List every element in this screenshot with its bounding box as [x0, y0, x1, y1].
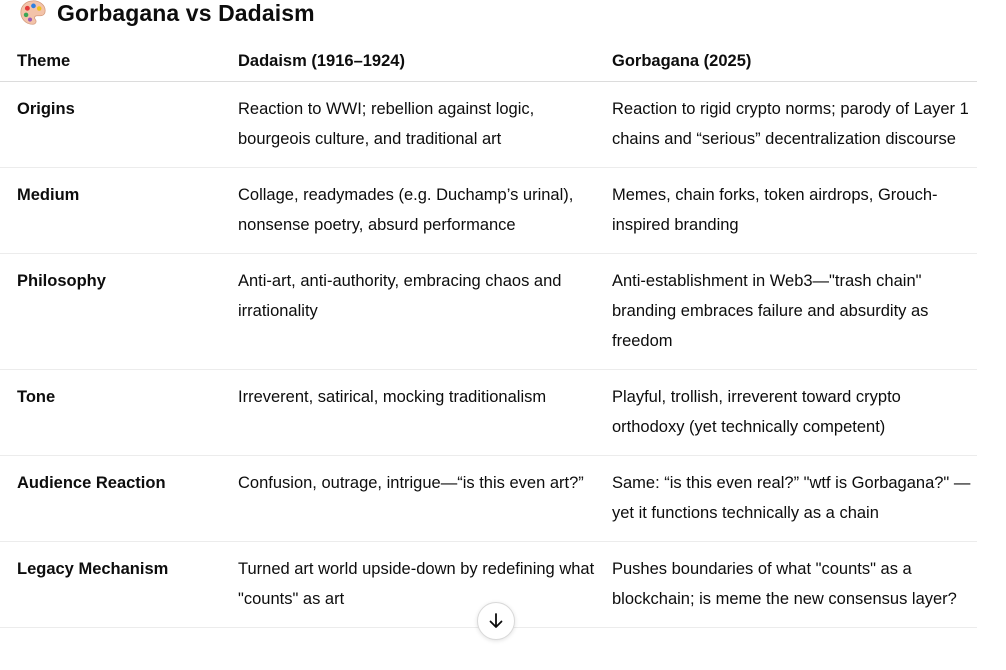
arrow-down-icon	[486, 611, 506, 631]
dadaism-cell: Reaction to WWI; rebellion against logic, bourgeois culture, and traditional art	[221, 82, 595, 168]
gorbagana-cell: Anti-establishment in Web3—"trash chain" branding embraces failure and absurdity as freedom	[595, 254, 977, 370]
row-theme-cell: Medium	[0, 168, 221, 254]
gorbagana-cell: Pushes boundaries of what "counts" as a blockchain; is meme the new consensus layer?	[595, 542, 977, 628]
row-theme-cell: Origins	[0, 82, 221, 168]
comparison-table	[0, 41, 977, 628]
scroll-to-bottom-button[interactable]	[477, 602, 515, 640]
dadaism-cell: Irreverent, satirical, mocking traditionalism	[221, 370, 595, 456]
dadaism-cell: Collage, readymades (e.g. Duchamp’s urinal), nonsense poetry, absurd performance	[221, 168, 595, 254]
dadaism-cell: Turned art world upside-down by redefining what "counts" as art	[221, 542, 595, 628]
dadaism-cell: Anti-art, anti-authority, embracing chaos and irrationality	[221, 254, 595, 370]
gorbagana-cell: Same: “is this even real?” "wtf is Gorbagana?" — yet it functions technically as a chain	[595, 456, 977, 542]
table-row	[0, 254, 977, 370]
row-theme-cell: Tone	[0, 370, 221, 456]
artist-palette-icon	[18, 0, 48, 28]
gorbagana-cell: Reaction to rigid crypto norms; parody of Layer 1 chains and “serious” decentralization discourse	[595, 82, 977, 168]
gorbagana-cell: Playful, trollish, irreverent toward crypto orthodoxy (yet technically competent)	[595, 370, 977, 456]
table-row	[0, 82, 977, 168]
page-title: Gorbagana vs Dadaism	[57, 0, 315, 26]
dadaism-cell: Confusion, outrage, intrigue—“is this even art?”	[221, 456, 595, 542]
table-header-row	[0, 41, 977, 82]
column-header-gorbagana: Gorbagana (2025)	[595, 41, 977, 82]
column-header-theme: Theme	[0, 41, 221, 82]
row-theme-cell: Legacy Mechanism	[0, 542, 221, 628]
table-row	[0, 168, 977, 254]
row-theme-cell: Audience Reaction	[0, 456, 221, 542]
row-theme-cell: Philosophy	[0, 254, 221, 370]
column-header-dadaism: Dadaism (1916–1924)	[221, 41, 595, 82]
gorbagana-cell: Memes, chain forks, token airdrops, Grouch-inspired branding	[595, 168, 977, 254]
table-row	[0, 370, 977, 456]
section-heading	[18, 0, 315, 30]
table-row	[0, 456, 977, 542]
